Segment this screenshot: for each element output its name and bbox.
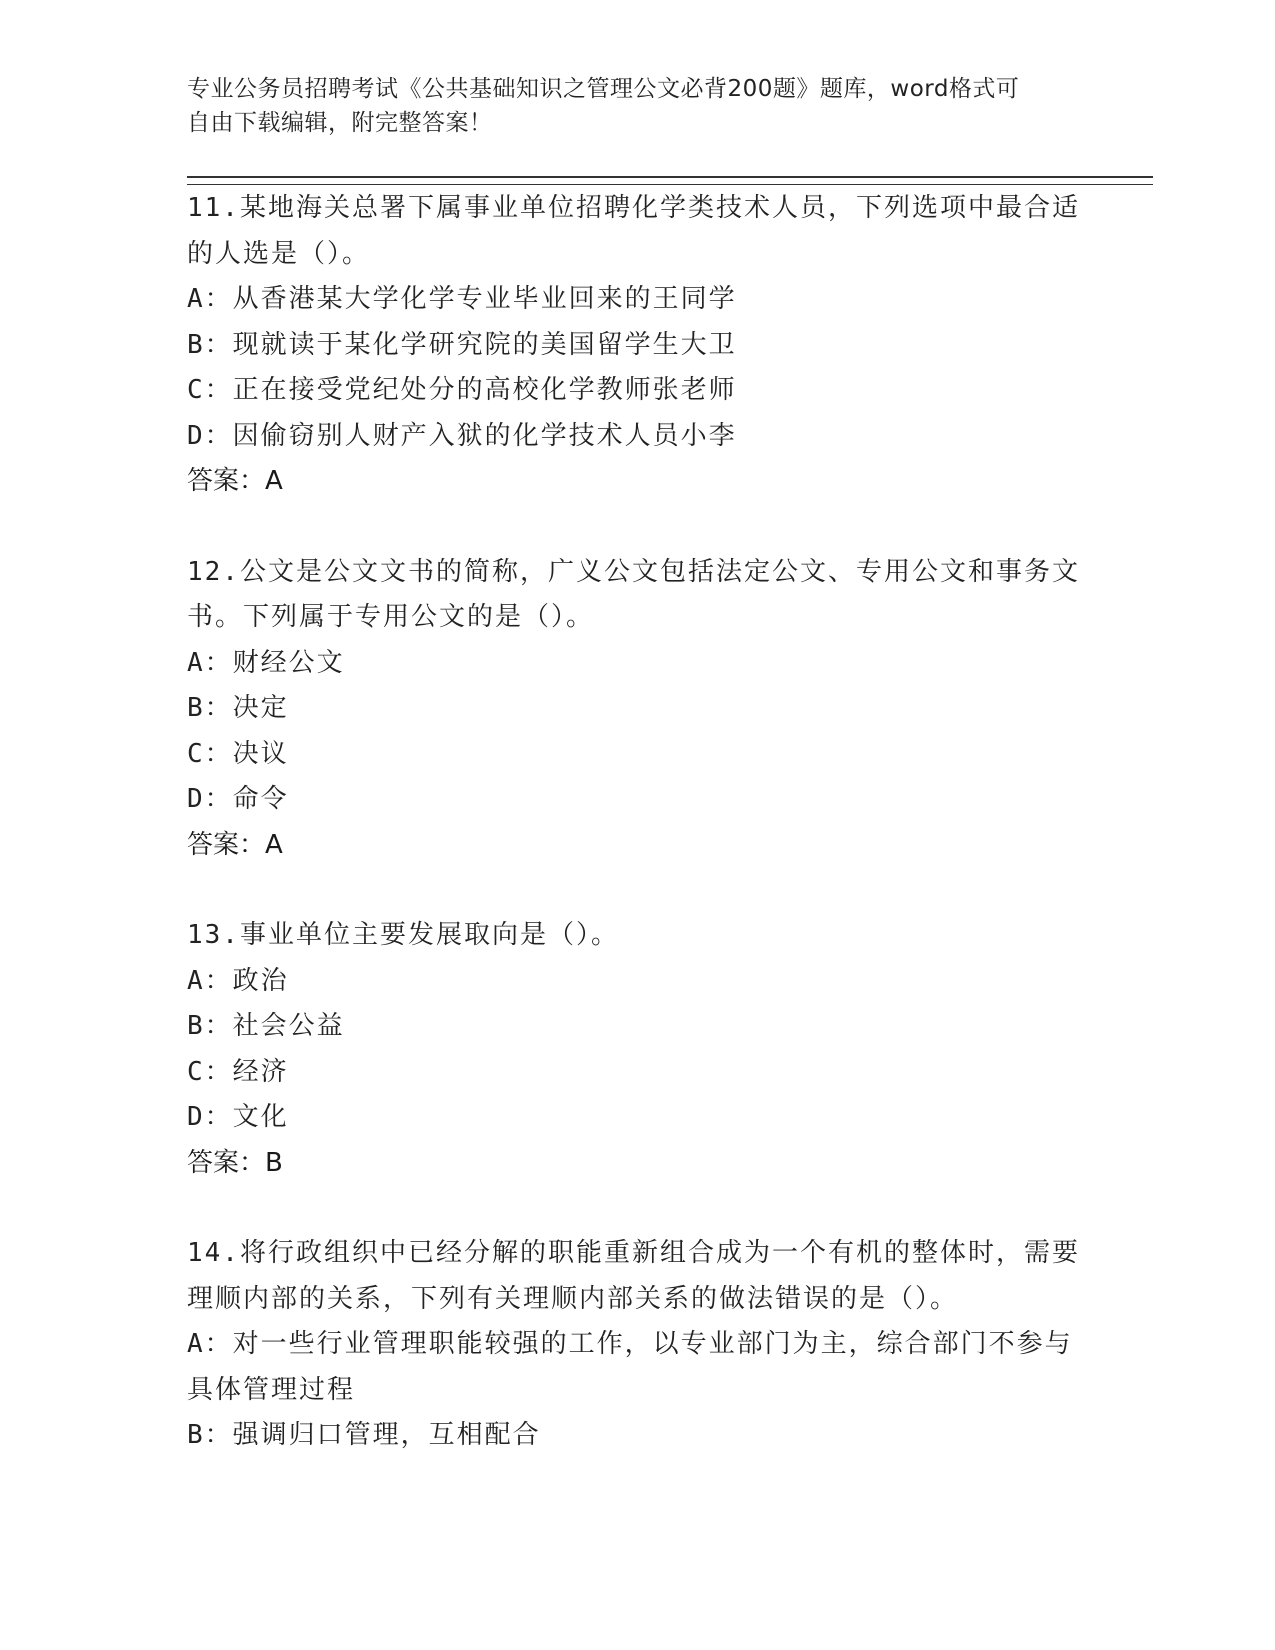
- header-line-1: 专业公务员招聘考试《公共基础知识之管理公文必背200题》题库，word格式可: [187, 76, 1020, 102]
- question-14: [187, 1231, 1087, 1459]
- document-header: [187, 72, 1067, 140]
- option-a: A：从香港某大学化学专业毕业回来的王同学: [187, 284, 737, 314]
- option-d: D：因偷窃别人财产入狱的化学技术人员小李: [187, 420, 737, 451]
- answer-line: 答案：A: [187, 829, 283, 860]
- question-12: [187, 550, 1087, 869]
- answer-line: 答案：A: [187, 466, 283, 496]
- option-b: B：社会公益: [187, 1011, 345, 1041]
- header-line-2: 自由下载编辑，附完整答案！: [187, 110, 493, 136]
- option-b: B：现就读于某化学研究院的美国留学生大卫: [187, 329, 737, 360]
- question-11: [187, 186, 1087, 505]
- answer-line: 答案：B: [187, 1147, 283, 1178]
- question-stem: 12.公文是公文文书的简称，广义公文包括法定公文、专用公文和事务文书。下列属于专用公文的是（）。: [187, 556, 1080, 632]
- question-stem: 13.事业单位主要发展取向是（）。: [187, 920, 619, 950]
- option-b: B：强调归口管理，互相配合: [187, 1420, 541, 1450]
- option-b: B：决定: [187, 693, 289, 723]
- question-stem: 14.将行政组织中已经分解的职能重新组合成为一个有机的整体时，需要理顺内部的关系，下列有关理顺内部关系的做法错误的是（）。: [187, 1238, 1080, 1314]
- option-c: C：正在接受党纪处分的高校化学教师张老师: [187, 375, 737, 405]
- option-d: D：命令: [187, 784, 289, 814]
- question-list: [187, 186, 1087, 1504]
- question-stem: 11.某地海关总署下属事业单位招聘化学类技术人员，下列选项中最合适的人选是（）。: [187, 193, 1080, 269]
- option-a: A：对一些行业管理职能较强的工作，以专业部门为主，综合部门不参与具体管理过程: [187, 1329, 1073, 1405]
- option-a: A：财经公文: [187, 647, 345, 678]
- header-divider: [187, 176, 1153, 185]
- question-13: [187, 913, 1087, 1186]
- option-c: C：经济: [187, 1056, 289, 1087]
- option-c: C：决议: [187, 738, 289, 769]
- option-d: D：文化: [187, 1102, 289, 1132]
- option-a: A：政治: [187, 965, 289, 996]
